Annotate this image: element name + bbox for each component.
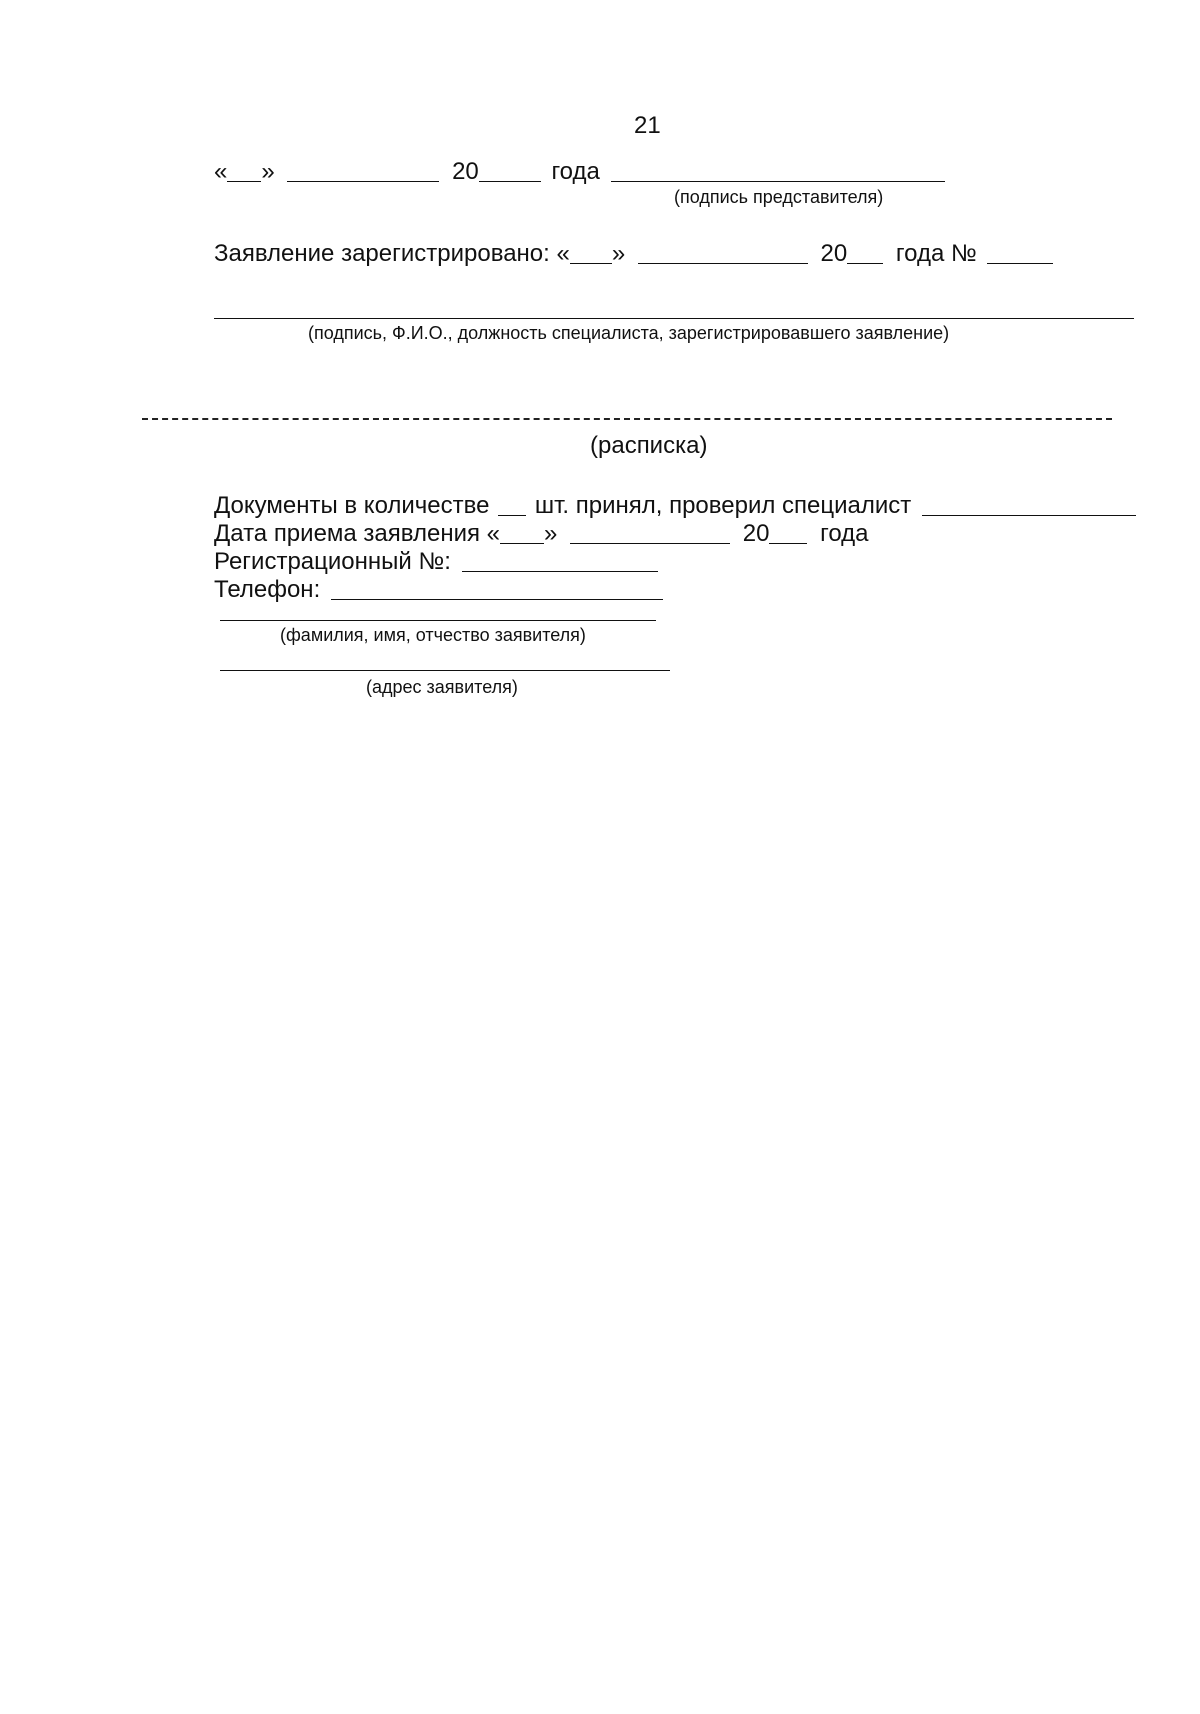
date-close-quote: » <box>261 158 275 185</box>
applicant-name-caption: (фамилия, имя, отчество заявителя) <box>280 625 586 645</box>
applicant-address-caption: (адрес заявителя) <box>366 677 518 697</box>
registration-open-quote: « <box>556 240 570 267</box>
year-word: года <box>551 158 600 185</box>
day-blank <box>227 157 261 182</box>
registration-close-quote: » <box>611 240 626 267</box>
month-blank <box>287 157 439 182</box>
documents-count-blank <box>498 491 526 516</box>
applicant-name-line <box>220 620 656 621</box>
registration-year-prefix: 20 <box>820 240 848 267</box>
year-prefix: 20 <box>452 158 479 185</box>
phone-label: Телефон: <box>214 576 321 603</box>
date-line <box>214 154 945 186</box>
year-blank <box>479 157 541 182</box>
representative-signature-blank <box>611 157 945 182</box>
receipt-year-prefix: 20 <box>742 520 770 547</box>
receipt-open-quote: « <box>486 520 501 547</box>
specialist-signature-line <box>214 318 1134 319</box>
representative-signature-caption: (подпись представителя) <box>674 187 884 207</box>
specialist-signature-caption: (подпись, Ф.И.О., должность специалиста, зарегистрировавшего заявление) <box>308 323 950 343</box>
registration-month-blank <box>638 239 808 264</box>
specialist-name-blank <box>922 491 1136 516</box>
page-number: 21 <box>634 112 661 139</box>
phone-line <box>214 572 663 604</box>
receipt-month-blank <box>570 519 730 544</box>
documents-prefix: Документы в количестве <box>214 492 490 519</box>
registration-year-word: года <box>895 240 945 267</box>
reg-number-blank <box>462 547 658 572</box>
receipt-date-label: Дата приема заявления <box>214 520 480 547</box>
receipt-year-blank <box>769 519 807 544</box>
reg-number-label: Регистрационный №: <box>214 548 451 575</box>
registration-line <box>214 236 1053 268</box>
applicant-address-line <box>220 670 670 671</box>
registration-number-label: № <box>951 240 977 267</box>
receipt-title: (расписка) <box>590 432 708 459</box>
registration-label: Заявление зарегистрировано: <box>214 240 550 267</box>
registration-year-blank <box>847 239 883 264</box>
receipt-close-quote: » <box>544 520 558 547</box>
date-open-quote: « <box>214 158 228 185</box>
documents-middle: шт. принял, проверил специалист <box>534 492 912 519</box>
registration-day-blank <box>570 239 612 264</box>
cut-line <box>142 418 1112 420</box>
receipt-year-word: года <box>820 520 869 547</box>
receipt-day-blank <box>500 519 544 544</box>
phone-blank <box>331 575 663 600</box>
registration-number-blank <box>987 239 1053 264</box>
